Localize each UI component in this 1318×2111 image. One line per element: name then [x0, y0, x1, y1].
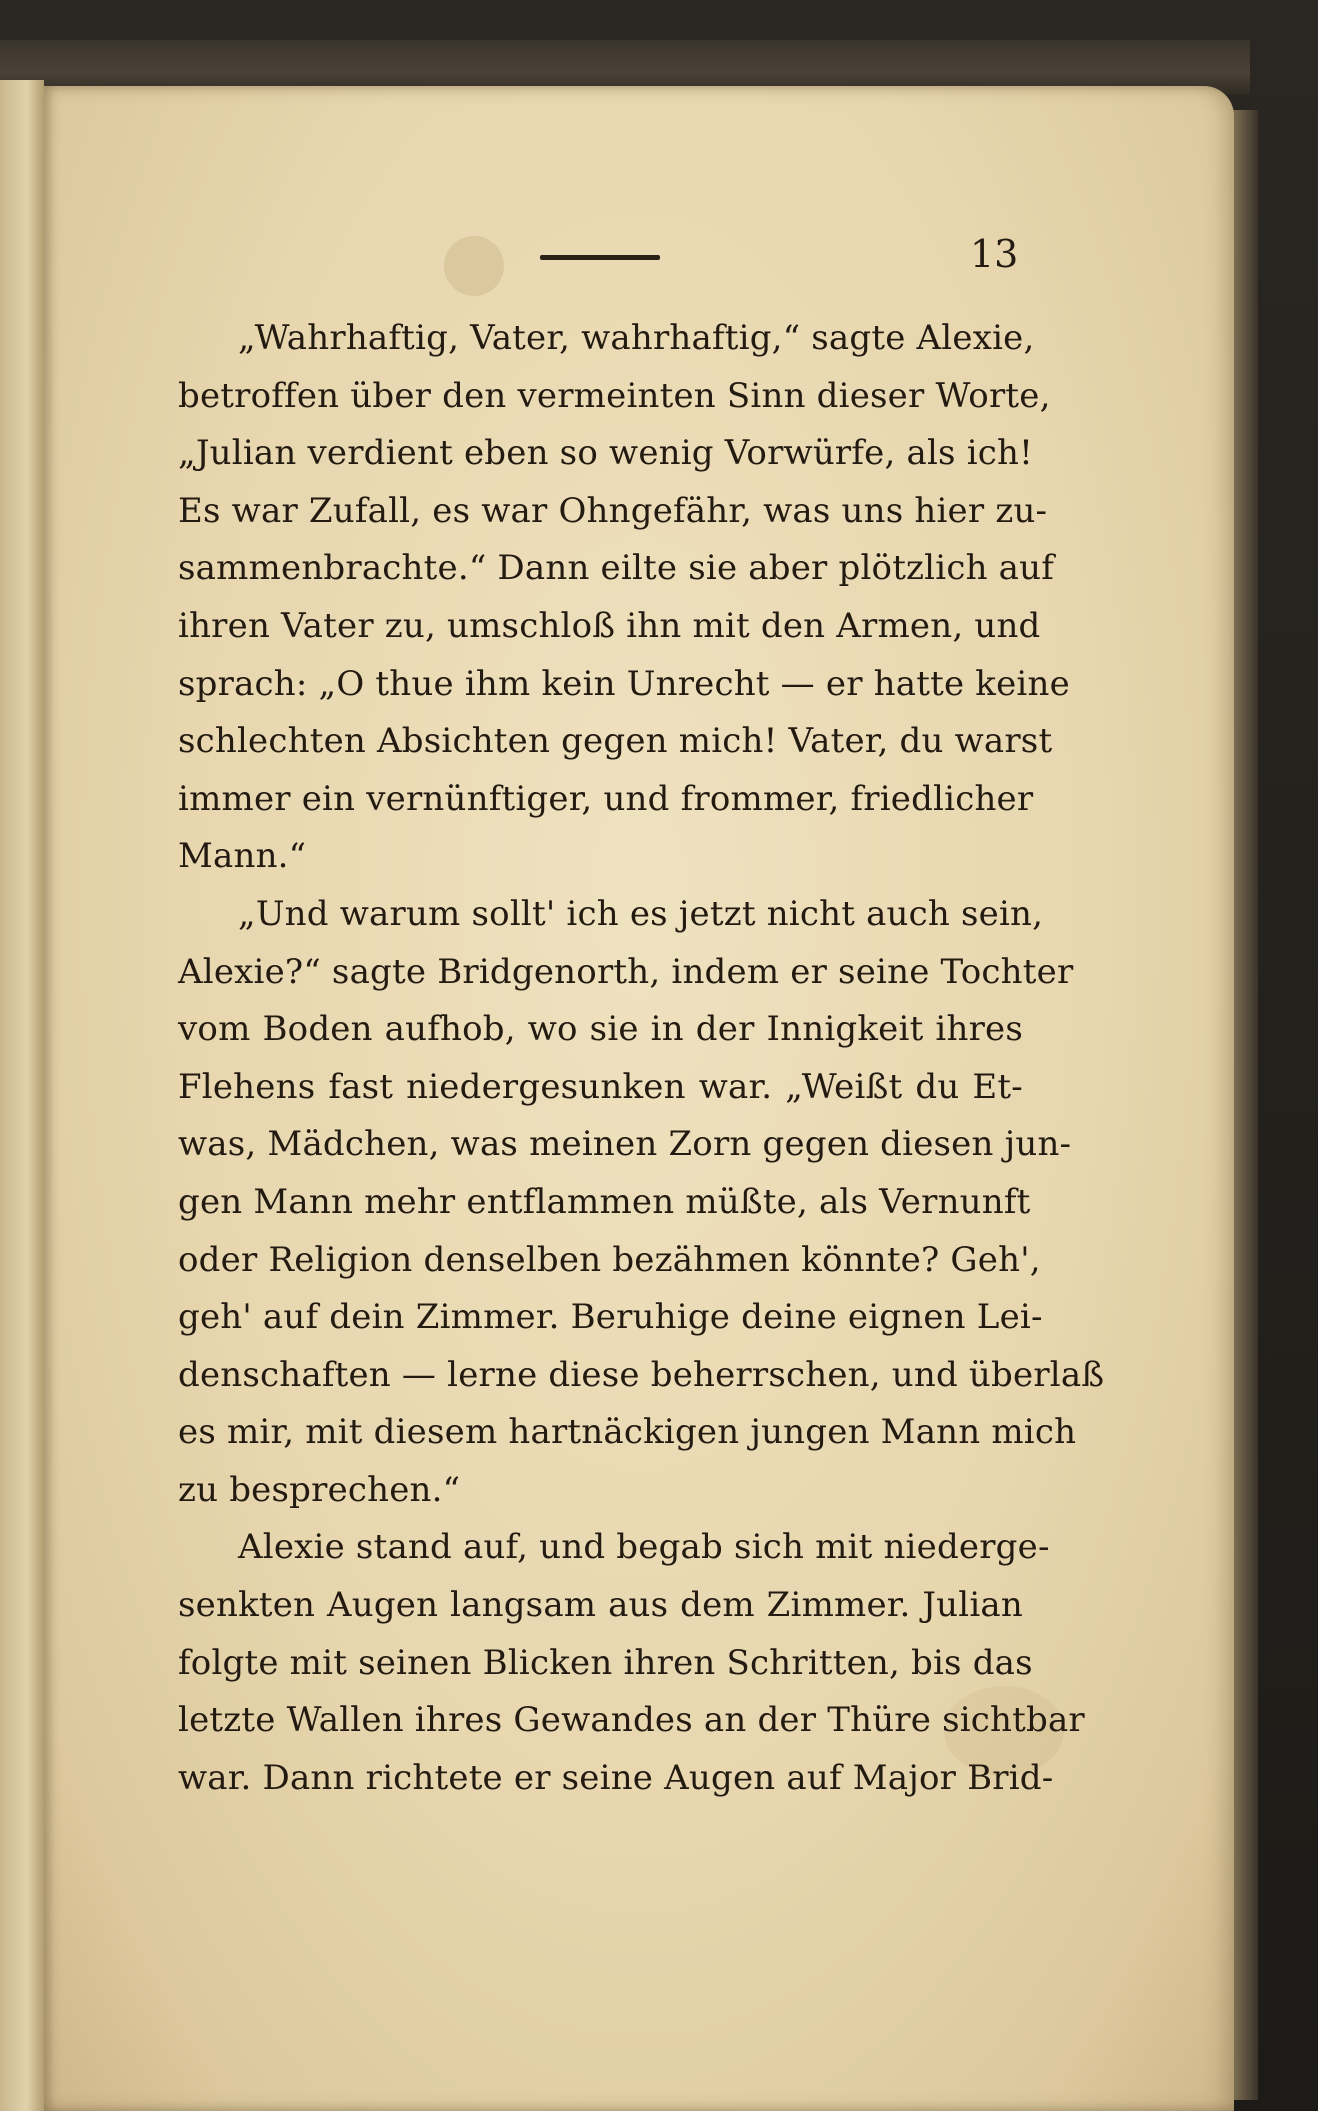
text-line: schlechten Absichten gegen mich! Vater, du warst [178, 721, 1053, 762]
text-line: denschaften — lerne diese beherrschen, und überlaß [178, 1354, 1105, 1395]
text-line: „Wahrhaftig, Vater, wahrhaftig,“ sagte Alexie, [238, 318, 1035, 358]
text-line: war. Dann richtete er seine Augen auf Major Brid- [178, 1757, 1054, 1798]
text-line: ihren Vater zu, umschloß ihn mit den Armen, und [178, 605, 1041, 646]
text-line: oder Religion denselben bezähmen könnte? Geh', [178, 1239, 1041, 1280]
text-line: sammenbrachte.“ Dann eilte sie aber plötzlich auf [178, 548, 1055, 589]
text-line: Alexie stand auf, und begab sich mit niederge- [238, 1527, 1050, 1568]
text-line: sprach: „O thue ihm kein Unrecht — er hatte keine [178, 663, 1070, 704]
page-stain [444, 236, 504, 296]
body-text [178, 310, 1105, 1807]
text-line: vom Boden aufhob, wo sie in der Innigkeit ihres [178, 1009, 1023, 1050]
header-rule [540, 255, 660, 260]
text-line: immer ein vernünftiger, und frommer, friedlicher [178, 778, 1034, 819]
text-line: zu besprechen.“ [178, 1469, 461, 1510]
text-line: Es war Zufall, es war Ohngefähr, was uns hier zu- [178, 490, 1048, 531]
text-line: „Und warum sollt' ich es jetzt nicht auch sein, [238, 893, 1044, 934]
page-number: 13 [970, 232, 1019, 276]
text-line: Mann.“ [178, 836, 307, 877]
text-line: Alexie?“ sagte Bridgenorth, indem er seine Tochter [178, 951, 1074, 992]
text-line: „Julian verdient eben so wenig Vorwürfe, als ich! [178, 433, 1033, 474]
text-line: senkten Augen langsam aus dem Zimmer. Julian [178, 1585, 1023, 1626]
text-line: Flehens fast niedergesunken war. „Weißt du Et- [178, 1066, 1023, 1107]
text-line: gen Mann mehr entflammen müßte, als Vernunft [178, 1181, 1031, 1222]
text-line: betroffen über den vermeinten Sinn dieser Worte, [178, 375, 1051, 416]
facing-page-edge [0, 80, 44, 2111]
text-line: letzte Wallen ihres Gewandes an der Thüre sichtbar [178, 1700, 1085, 1741]
text-line: es mir, mit diesem hartnäckigen jungen Mann mich [178, 1412, 1077, 1453]
text-line: geh' auf dein Zimmer. Beruhige deine eignen Lei- [178, 1297, 1043, 1338]
text-line: folgte mit seinen Blicken ihren Schritten, bis das [178, 1642, 1033, 1683]
text-line: was, Mädchen, was meinen Zorn gegen diesen jun- [178, 1124, 1072, 1165]
